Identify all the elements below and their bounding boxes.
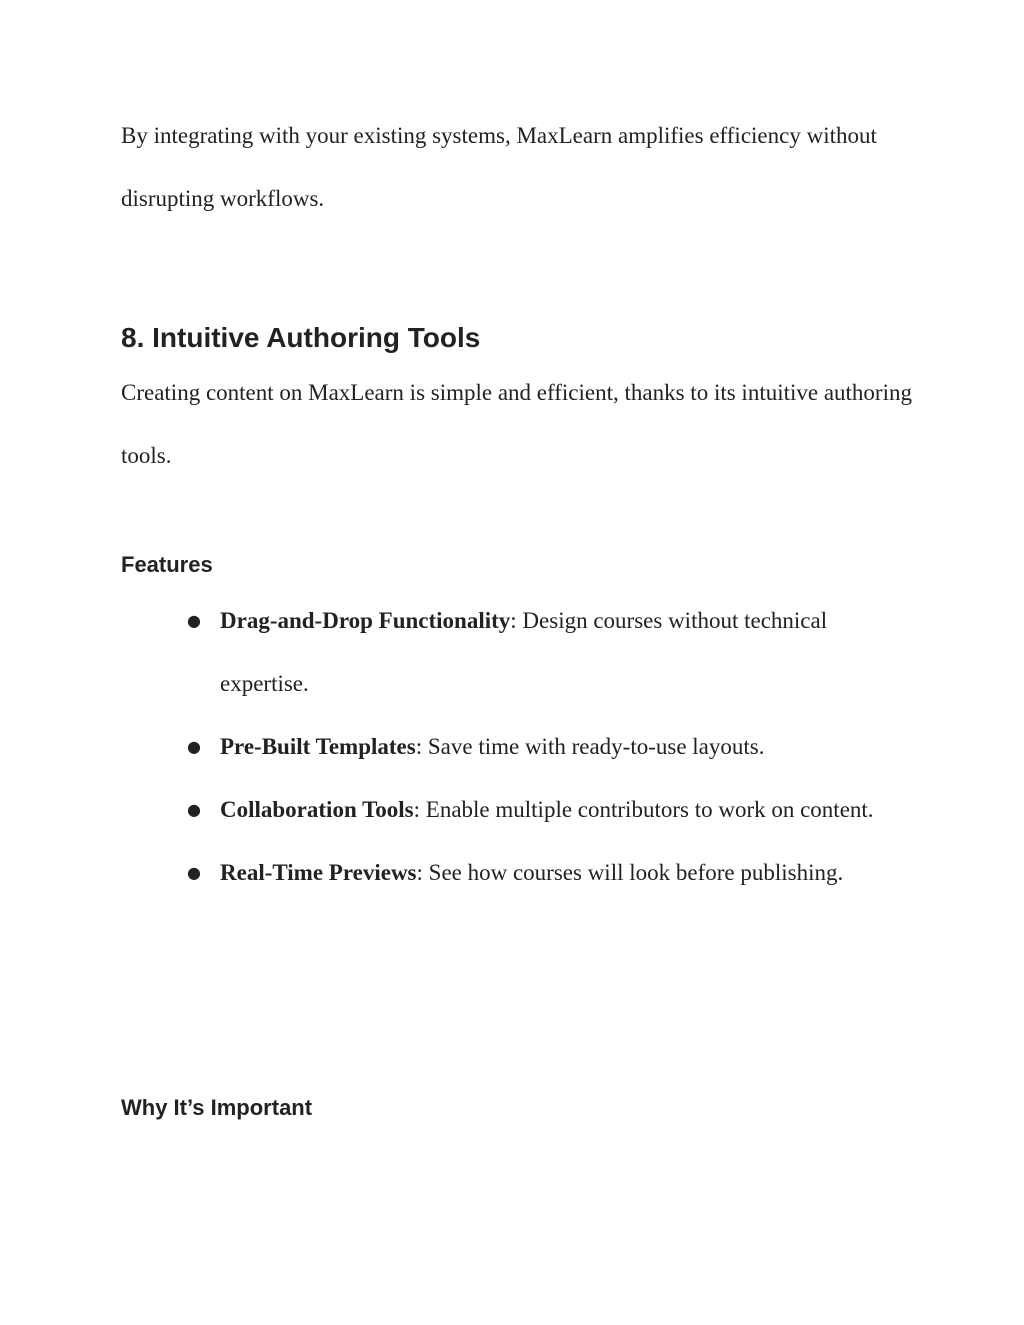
list-item (187, 841, 917, 904)
list-item (187, 778, 917, 841)
feature-term: Drag-and-Drop Functionality (220, 608, 511, 633)
section-heading: 8. Intuitive Authoring Tools (121, 322, 481, 353)
list-item (187, 589, 917, 715)
bullet-icon: ● (187, 800, 201, 819)
why-heading: Why It’s Important (121, 1095, 313, 1120)
bullet-icon: ● (187, 611, 201, 630)
bullet-icon: ● (187, 737, 201, 756)
bullet-icon: ● (187, 863, 201, 882)
feature-term: Pre-Built Templates (220, 734, 416, 759)
feature-description: : Save time with ready-to-use layouts. (415, 734, 765, 759)
section-description: Creating content on MaxLearn is simple and efficient, thanks to its intuitive authoring tools. (121, 380, 912, 468)
features-heading: Features (121, 552, 213, 577)
feature-description: : See how courses will look before publishing. (416, 860, 844, 885)
features-list (187, 589, 917, 904)
feature-term: Collaboration Tools (220, 797, 414, 822)
intro-paragraph: By integrating with your existing systems, MaxLearn amplifies efficiency without disrupting workflows. (121, 123, 877, 211)
feature-description: : Enable multiple contributors to work on content. (413, 797, 874, 822)
feature-description: : Design courses without technical expertise. (220, 608, 828, 696)
feature-term: Real-Time Previews (220, 860, 417, 885)
list-item (187, 715, 917, 778)
